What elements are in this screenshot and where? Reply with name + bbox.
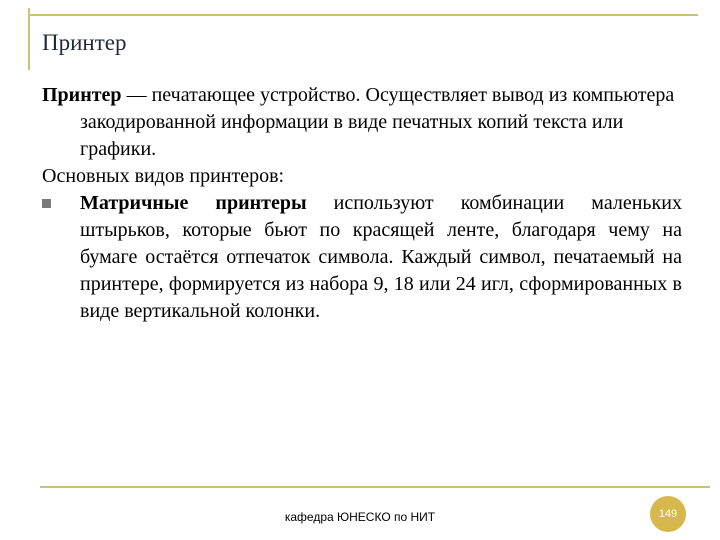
types-heading: Основных видов принтеров: [42, 165, 285, 187]
page-number: 149 [658, 508, 678, 520]
square-bullet-icon [42, 199, 51, 208]
definition-term: Принтер [42, 84, 122, 106]
bullet-term: Матричные принтеры [80, 192, 307, 214]
bullet-item [42, 190, 682, 325]
slide-title: Принтер [42, 30, 127, 55]
frame-bottom-line [40, 486, 710, 488]
page-number-badge [650, 496, 686, 532]
footer-text: кафедра ЮНЕСКО по НИТ [284, 510, 436, 524]
bullet-text: используют комбинации маленьких штырьков, которые бьют по красящей ленте, благодаря чему на бумаге остаётся отпечаток символа. Каждый символ, печатаемый на принтере, формируется из набора 9, 18 или 24 игл, сформированных в виде вертикальной колонки. [80, 192, 682, 322]
frame-left-line [28, 8, 30, 70]
frame-top-line [28, 14, 698, 16]
definition-paragraph [42, 82, 682, 163]
slide-body [42, 82, 682, 325]
definition-text: — печатающее устройство. Осуществляет вывод из компьютера закодированной информации в виде печатных копий текста или графики. [80, 84, 675, 160]
